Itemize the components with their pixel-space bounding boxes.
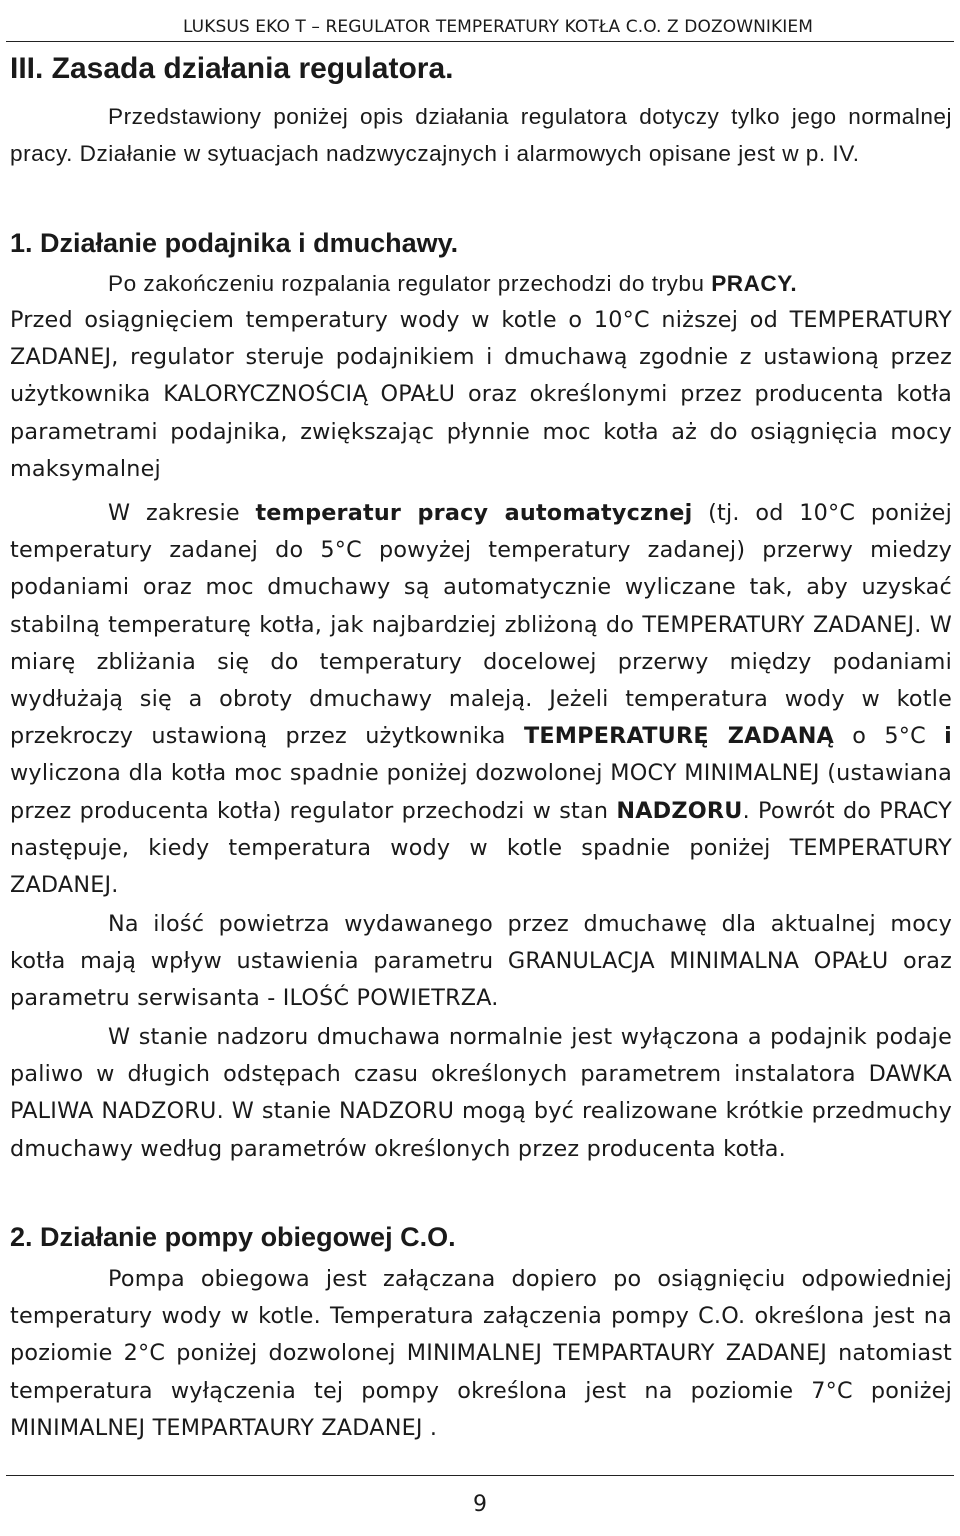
section-1-paragraph-3: Na ilość powietrza wydawanego przez dmuchawę dla aktualnej mocy kotła mają wpływ ustawienia parametru GRANULACJA MINIMALNA OPAŁU oraz parametru serwisanta - ILOŚĆ POWIETRZA. <box>10 911 952 1012</box>
running-header: LUKSUS EKO T – REGULATOR TEMPERATURY KOTŁA C.O. Z DOZOWNIKIEM <box>182 17 813 37</box>
section-2-paragraph-1: Pompa obiegowa jest załączana dopiero po osiągnięciu odpowiedniej temperatury wody w kotle. Temperatura załączenia pompy C.O. określona jest na poziomie 2°C poniżej dozwolonej MINIMALNEJ TEMPARTAURY ZADANEJ natomiast temperatura wyłączenia tej pompy określona jest na poziomie 7°C poniżej MINIMALNEJ TEMPARTAURY ZADANEJ . <box>10 1266 952 1441</box>
page-number: 9 <box>473 1492 487 1517</box>
header-rule <box>6 41 954 42</box>
section-1-paragraph-4: W stanie nadzoru dmuchawa normalnie jest wyłączona a podajnik podaje paliwo w długich odstępach czasu określonych parametrem instalatora DAWKA PALIWA NADZORU. W stanie NADZORU mogą być realizowane krótkie przedmuchy dmuchawy według parametrów określonych przez producenta kotła. <box>10 1024 952 1162</box>
section-1-title: 1. Działanie podajnika i dmuchawy. <box>10 228 459 258</box>
section-2-title: 2. Działanie pompy obiegowej C.O. <box>10 1222 456 1252</box>
section-1-paragraph-1: Po zakończeniu rozpalania regulator przechodzi do trybu PRACY. <box>108 271 798 296</box>
section-1-paragraph-2: W zakresie temperatur pracy automatycznej (tj. od 10°C poniżej temperatury zadanej do 5°C powyżej temperatury zadanej) przerwy miedzy podaniami oraz moc dmuchawy są automatycznie wyliczane tak, aby uzyskać stabilną temperaturę kotła, jak najbardziej zbliżoną do TEMPERATURY ZADANEJ. W miarę zbliżania się do temperatury docelowej przerwy między podaniami wydłużają się a obroty dmuchawy maleją. Jeżeli temperatura wody w kotle przekroczy ustawioną przez użytkownika TEMPERATURĘ ZADANĄ o 5°C i wyliczona dla kotła moc spadnie poniżej dozwolonej MOCY MINIMALNEJ (ustawiana przez producenta kotła) regulator przechodzi w stan NADZORU. Powrót do PRACY następuje, kiedy temperatura wody w kotle spadnie poniżej TEMPERATURY ZADANEJ. <box>10 500 953 899</box>
intro-paragraph: Przedstawiony poniżej opis działania regulatora dotyczy tylko jego normalnej pracy. Działanie w sytuacjach nadzwyczajnych i alarmowych opisane jest w p. IV. <box>10 104 952 167</box>
chapter-title: III. Zasada działania regulatora. <box>10 52 454 85</box>
footer-rule <box>6 1475 954 1476</box>
section-1-paragraph-1b: Przed osiągnięciem temperatury wody w kotle o 10°C niższej od TEMPERATURY ZADANEJ, regulator steruje podajnikiem i dmuchawą zgodnie z ustawioną przez użytkownika KALORYCZNOŚCIĄ OPAŁU oraz określonymi przez producenta kotła parametrami podajnika, zwiększając płynnie moc kotła aż do osiągnięcia mocy maksymalnej <box>10 307 952 482</box>
